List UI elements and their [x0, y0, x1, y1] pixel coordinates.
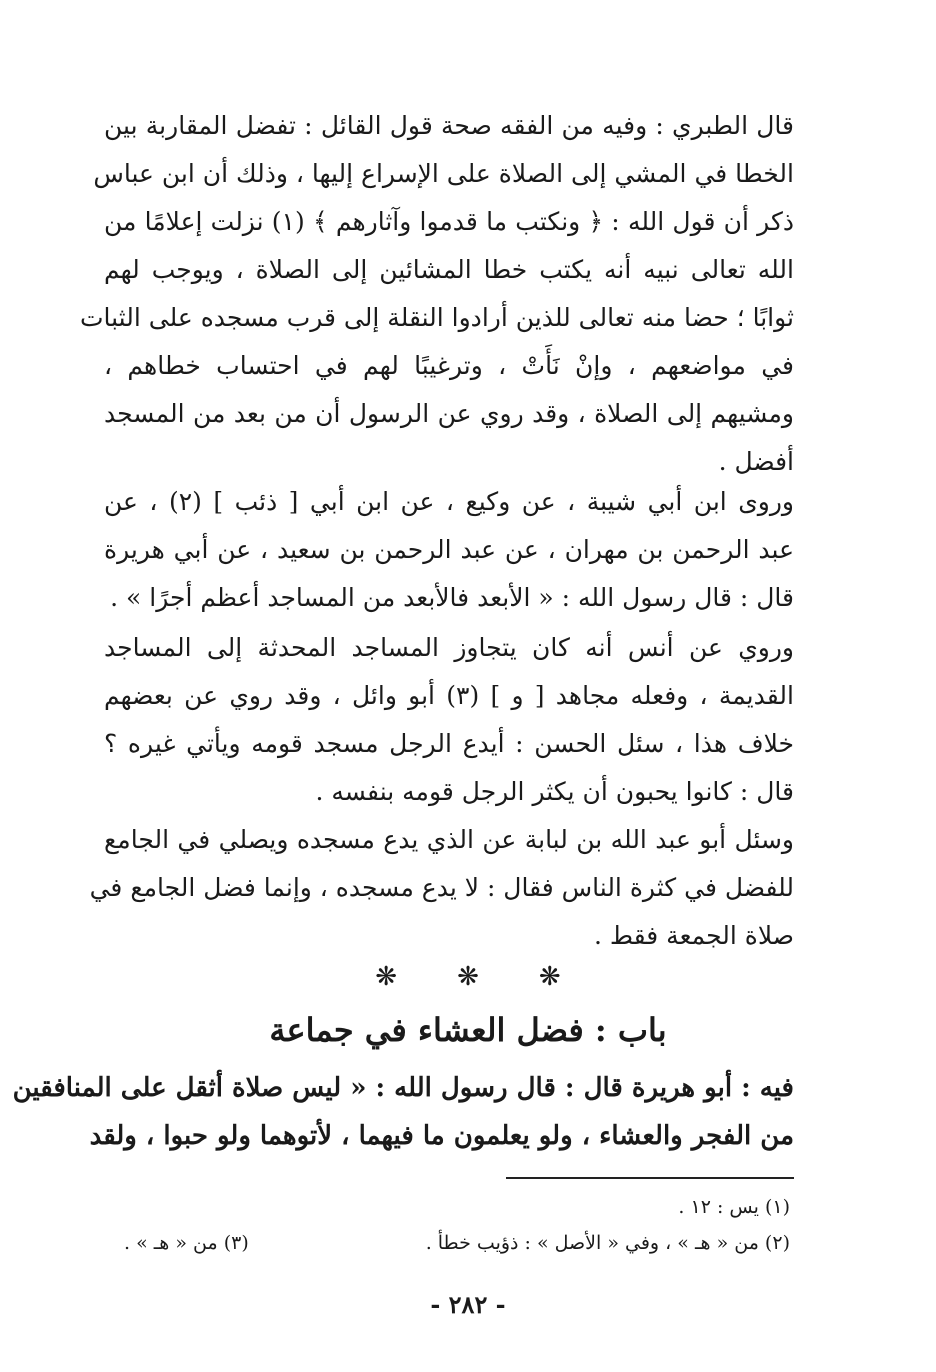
text-line: ثوابًا ؛ حضا منه تعالى للذين أرادوا النقلة إلى قرب مسجده على الثبات: [79, 303, 794, 332]
text-line: في مواضعهم ، وإنْ نَأَتْ ، وترغيبًا لهم في احتساب خطاهم ،: [104, 351, 794, 380]
text-line: عبد الرحمن بن مهران ، عن عبد الرحمن بن سعيد ، عن أبي هريرة: [104, 535, 794, 564]
asterism-icon: ❋: [538, 962, 561, 992]
paragraph-1: [79, 102, 795, 486]
text-line: الخطا في المشي إلى الصلاة على الإسراع إليها ، وذلك أن ابن عباس: [93, 159, 794, 188]
text-line: ومشيهم إلى الصلاة ، وقد روي عن الرسول أن من بعد من المسجد: [104, 399, 794, 428]
asterism-icon: ❋: [375, 962, 398, 992]
text-line: وسئل أبو عبد الله بن لبابة عن الذي يدع مسجده ويصلي في الجامع: [104, 825, 794, 854]
text-line: ذكر أن قول الله : ﴿ ونكتب ما قدموا وآثارهم ﴾ (١) نزلت إعلامًا من: [104, 207, 795, 236]
page-number: - ٢٨٢ -: [430, 1290, 506, 1319]
footnote-3: (٣) من « هـ » .: [124, 1232, 249, 1254]
text-line: أفضل .: [718, 447, 794, 476]
text-line: الله تعالى نبيه أنه يكتب خطا المشائين إلى الصلاة ، ويوجب لهم: [104, 255, 794, 284]
text-line: من الفجر والعشاء ، ولو يعلمون ما فيهما ، لأتوهما ولو حبوا ، ولقد: [89, 1121, 794, 1151]
section-separator: [0, 962, 936, 992]
asterism-icon: ❋: [457, 962, 479, 992]
paragraph-4: [89, 816, 794, 960]
footnote-divider: [506, 1177, 794, 1179]
text-line: قال : كانوا يحبون أن يكثر الرجل قومه بنفسه .: [315, 777, 794, 806]
text-line: قال الطبري : وفيه من الفقه صحة قول القائل : تفضل المقاربة بين: [104, 111, 794, 140]
text-line: قال : قال رسول الله : « الأبعد فالأبعد من المساجد أعظم أجرًا » .: [110, 583, 794, 612]
text-line: فيه : أبو هريرة قال : قال رسول الله : « ليس صلاة أثقل على المنافقين: [12, 1073, 794, 1103]
text-line: القديمة ، وفعله مجاهد [ و ] (٣) أبو وائل ، وقد روي عن بعضهم: [104, 681, 794, 710]
text-line: صلاة الجمعة فقط .: [594, 921, 794, 950]
footnote-1: (١) يس : ١٢ .: [678, 1196, 790, 1218]
chapter-heading: باب : فضل العشاء في جماعة: [269, 1011, 667, 1049]
paragraph-2: [104, 478, 794, 622]
text-line: وروي عن أنس أنه كان يتجاوز المساجد المحدثة إلى المساجد: [104, 633, 794, 662]
text-line: وروى ابن أبي شيبة ، عن وكيع ، عن ابن أبي [ ذئب ] (٢) ، عن: [104, 487, 794, 516]
footnote-2: (٢) من « هـ » ، وفي « الأصل » : ذؤيب خطأ .: [425, 1232, 790, 1254]
text-line: للفضل في كثرة الناس فقال : لا يدع مسجده ، وإنما فضل الجامع في: [89, 873, 794, 902]
text-line: خلاف هذا ، سئل الحسن : أيدع الرجل مسجد قومه ويأتي غيره ؟: [104, 729, 794, 758]
paragraph-3: [104, 624, 794, 816]
hadith-paragraph: [12, 1064, 794, 1160]
